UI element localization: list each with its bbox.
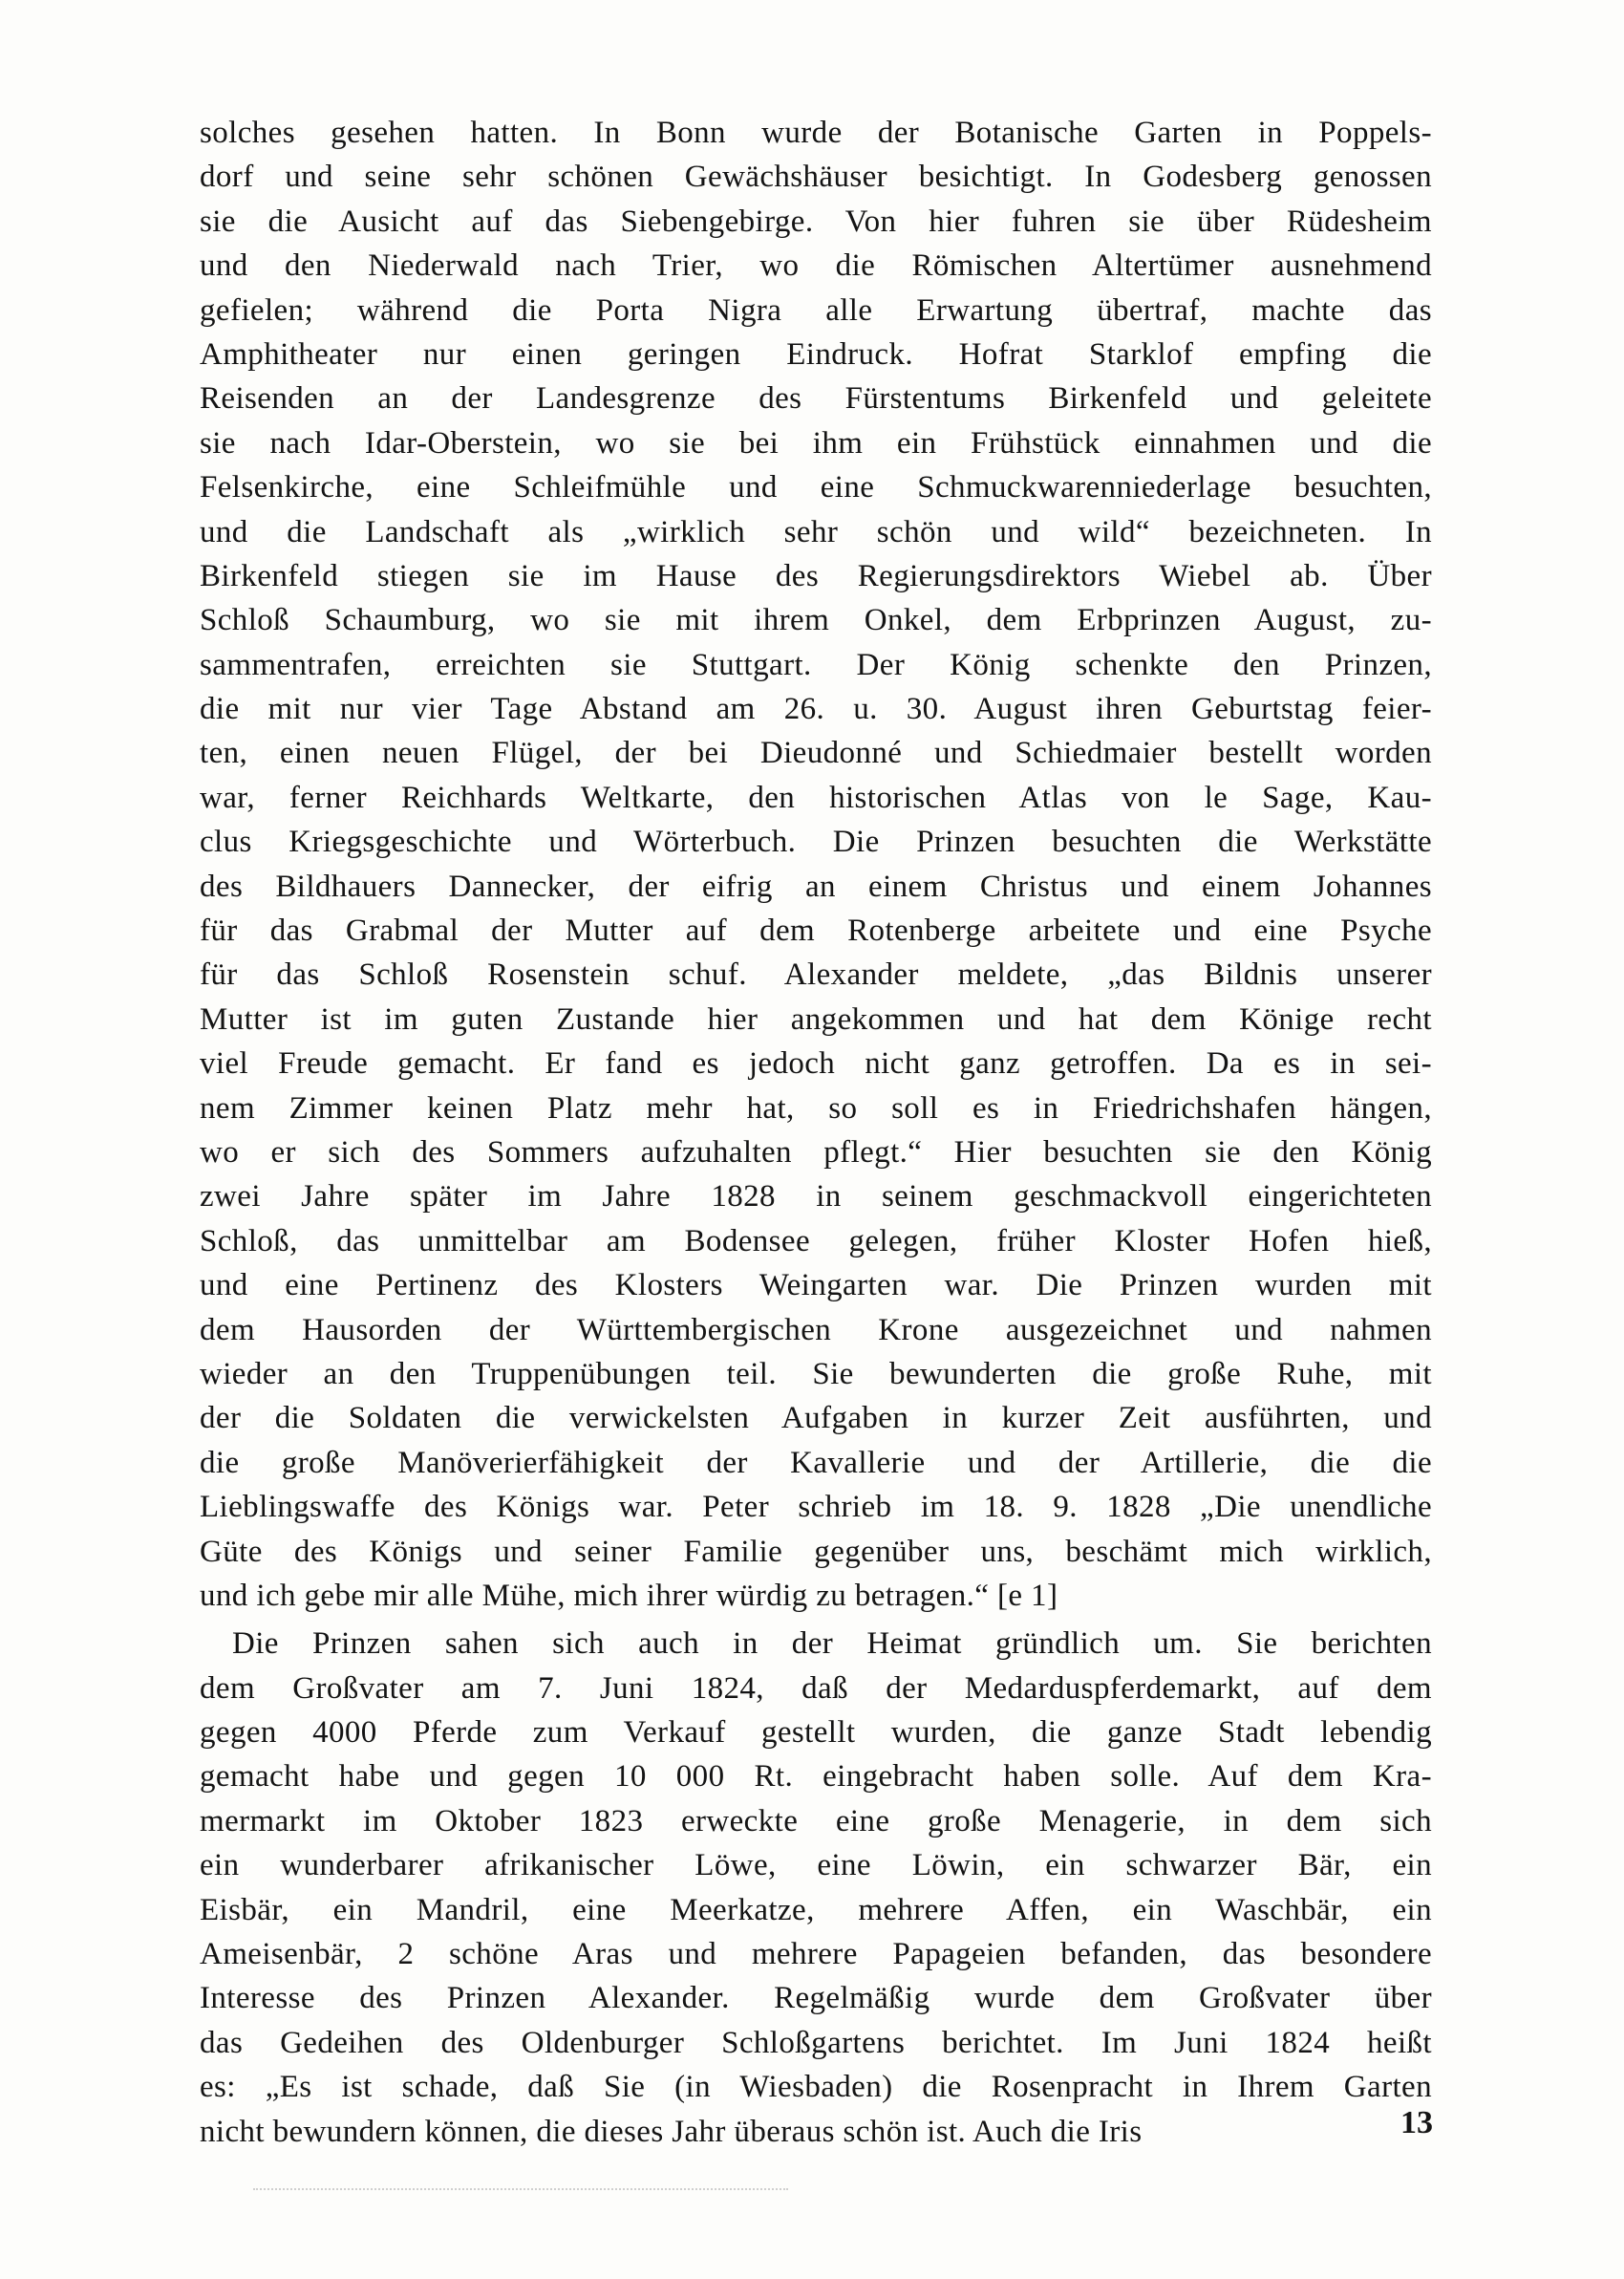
text-line: sie die Ausicht auf das Siebengebirge. Von hier fuhren sie über Rüdesheim: [200, 204, 1432, 239]
text-line: solches gesehen hatten. In Bonn wurde der Botanische Garten in Poppels-: [200, 116, 1432, 150]
text-line: gemacht habe und gegen 10 000 Rt. eingebracht haben solle. Auf dem Kra-: [200, 1759, 1432, 1795]
text-line: Die Prinzen sahen sich auch in der Heimat gründlich um. Sie berichten: [232, 1626, 1432, 1662]
page-number: 13: [1400, 2105, 1433, 2140]
text-line: die große Manöverierfähigkeit der Kavallerie und der Artillerie, die die: [200, 1445, 1432, 1480]
text-line: Schloß, das unmittelbar am Bodensee gelegen, früher Kloster Hofen hieß,: [200, 1223, 1432, 1258]
text-line: Ameisenbär, 2 schöne Aras und mehrere Papageien befanden, das besondere: [200, 1937, 1432, 1972]
text-line: Lieblingswaffe des Königs war. Peter schrieb im 18. 9. 1828 „Die unendliche: [200, 1490, 1432, 1525]
text-line: Interesse des Prinzen Alexander. Regelmäßig wurde dem Großvater über: [200, 1981, 1432, 2016]
text-line: der die Soldaten die verwickelsten Aufgaben in kurzer Zeit ausführten, und: [200, 1401, 1432, 1436]
text-line: nicht bewundern können, die dieses Jahr überaus schön ist. Auch die Iris: [200, 2114, 1143, 2149]
footer-rule: [253, 2188, 788, 2190]
text-line: für das Grabmal der Mutter auf dem Rotenberge arbeitete und eine Psyche: [200, 914, 1432, 949]
text-line: zwei Jahre später im Jahre 1828 in seinem geschmackvoll eingerichteten: [200, 1179, 1432, 1215]
text-line: Reisenden an der Landesgrenze des Fürstentums Birkenfeld und geleitete: [200, 381, 1432, 417]
text-line: wieder an den Truppenübungen teil. Sie bewunderten die große Ruhe, mit: [200, 1356, 1432, 1391]
paragraph: [200, 1622, 1432, 2154]
text-line: die mit nur vier Tage Abstand am 26. u. 30. August ihren Geburtstag feier-: [200, 692, 1432, 727]
text-line: das Gedeihen des Oldenburger Schloßgartens berichtet. Im Juni 1824 heißt: [200, 2025, 1432, 2060]
text-line: Felsenkirche, eine Schleifmühle und eine Schmuckwarenniederlage besuchten,: [200, 470, 1432, 505]
text-line: sammentrafen, erreichten sie Stuttgart. Der König schenkte den Prinzen,: [200, 647, 1432, 682]
text-line: des Bildhauers Dannecker, der eifrig an einem Christus und einem Johannes: [200, 869, 1432, 904]
text-line: ten, einen neuen Flügel, der bei Dieudonné und Schiedmaier bestellt worden: [200, 736, 1432, 771]
text-line: Mutter ist im guten Zustande hier angekommen und hat dem Könige recht: [200, 1001, 1432, 1037]
text-line: dem Großvater am 7. Juni 1824, daß der Medarduspferdemarkt, auf dem: [200, 1670, 1432, 1706]
text-line: viel Freude gemacht. Er fand es jedoch nicht ganz getroffen. Da es in sei-: [200, 1046, 1432, 1082]
text-line: ein wunderbarer afrikanischer Löwe, eine Löwin, ein schwarzer Bär, ein: [200, 1848, 1432, 1883]
text-line: dorf und seine sehr schönen Gewächshäuser besichtigt. In Godesberg genossen: [200, 160, 1432, 195]
text-line: Güte des Königs und seiner Familie gegenüber uns, beschämt mich wirklich,: [200, 1534, 1432, 1569]
paragraph: [200, 111, 1432, 1618]
text-line: nem Zimmer keinen Platz mehr hat, so soll es in Friedrichshafen hängen,: [200, 1090, 1432, 1126]
text-line: und ich gebe mir alle Mühe, mich ihrer würdig zu betragen.“ [e 1]: [200, 1578, 1058, 1613]
text-line: und die Landschaft als „wirklich sehr schön und wild“ bezeichneten. In: [200, 514, 1432, 549]
text-line: dem Hausorden der Württembergischen Krone ausgezeichnet und nahmen: [200, 1312, 1432, 1347]
body-text: [200, 111, 1432, 2154]
text-line: war, ferner Reichhards Weltkarte, den historischen Atlas von le Sage, Kau-: [200, 780, 1432, 815]
text-line: sie nach Idar-Oberstein, wo sie bei ihm ein Frühstück einnahmen und die: [200, 425, 1432, 461]
text-line: gefielen; während die Porta Nigra alle Erwartung übertraf, machte das: [200, 292, 1432, 328]
text-line: Amphitheater nur einen geringen Eindruck. Hofrat Starklof empfing die: [200, 336, 1432, 372]
text-line: Schloß Schaumburg, wo sie mit ihrem Onkel, dem Erbprinzen August, zu-: [200, 603, 1432, 638]
text-line: mermarkt im Oktober 1823 erweckte eine große Menagerie, in dem sich: [200, 1803, 1432, 1838]
text-line: gegen 4000 Pferde zum Verkauf gestellt wurden, die ganze Stadt lebendig: [200, 1715, 1432, 1751]
text-line: Birkenfeld stiegen sie im Hause des Regierungsdirektors Wiebel ab. Über: [200, 558, 1432, 593]
text-line: Eisbär, ein Mandril, eine Meerkatze, mehrere Affen, ein Waschbär, ein: [200, 1892, 1432, 1927]
text-line: für das Schloß Rosenstein schuf. Alexander meldete, „das Bildnis unserer: [200, 957, 1432, 993]
text-line: und eine Pertinenz des Klosters Weingarten war. Die Prinzen wurden mit: [200, 1268, 1432, 1303]
text-line: wo er sich des Sommers aufzuhalten pflegt.“ Hier besuchten sie den König: [200, 1134, 1432, 1170]
text-line: clus Kriegsgeschichte und Wörterbuch. Die Prinzen besuchten die Werkstätte: [200, 825, 1432, 860]
text-line: und den Niederwald nach Trier, wo die Römischen Altertümer ausnehmend: [200, 248, 1432, 284]
text-line: es: „Es ist schade, daß Sie (in Wiesbaden) die Rosenpracht in Ihrem Garten: [200, 2070, 1432, 2105]
